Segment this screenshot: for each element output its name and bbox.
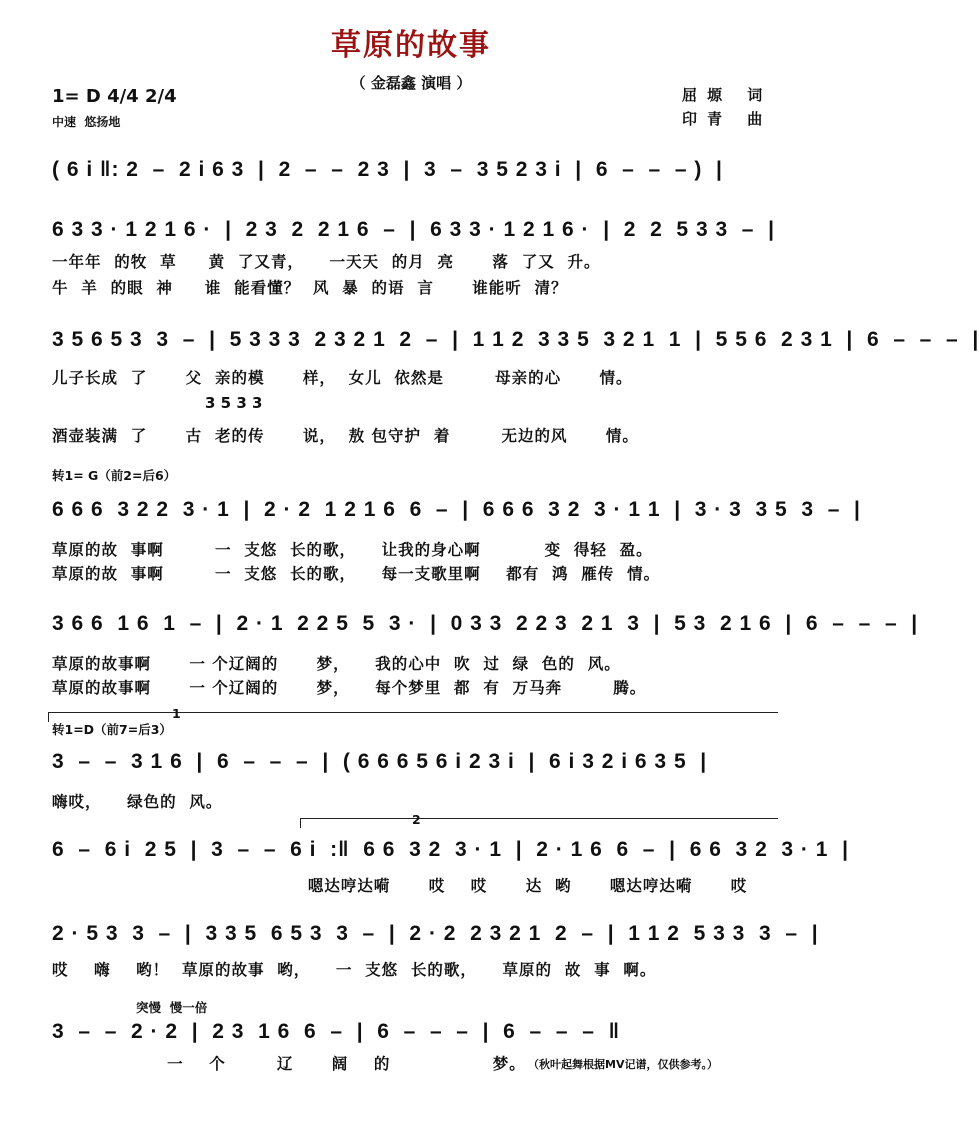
transcription-note: （秋叶起舞根据MV记谱，仅供参考。） bbox=[528, 1058, 718, 1071]
score-line-7: 6 – 6 i 2 5 | 3 – – 6 i :‖ 6 6 3 2 3 · 1 | 2 · 1 6 6 – | 6 6 3 2 3 · 1 | bbox=[52, 838, 849, 861]
score-line-2: 6 3 3 · 1 2 1 6 · | 2 3 2 2 1 6 – | 6 3 3 · 1 2 1 6 · | 2 2 5 3 3 – | bbox=[52, 218, 776, 241]
lyric-line-4b: 草原的故 事啊 一 支悠 长的歌， 每一支歌里啊 都有 鸿 雁传 情。 bbox=[52, 565, 661, 583]
lyric-line-6: 嗨哎， 绿色的 风。 bbox=[52, 793, 223, 811]
volta-bracket-2 bbox=[300, 818, 778, 819]
tempo-change-marking: 突慢 慢一倍 bbox=[136, 1000, 208, 1015]
score-line-5: 3 6 6 1 6 1 – | 2 · 1 2 2 5 5 3 · | 0 3 3 2 2 3 2 1 3 | 5 3 2 1 6 | 6 – – – | bbox=[52, 612, 919, 635]
lyric-line-2a: 一年年 的牧 草 黄 了又青， 一天天 的月 亮 落 了又 升。 bbox=[52, 253, 601, 271]
modulation-marking-2: 转1=D（前7=后3） bbox=[52, 722, 172, 737]
score-line-8: 2 · 5 3 3 – | 3 3 5 6 5 3 3 – | 2 · 2 2 3 2 1 2 – | 1 1 2 5 3 3 3 – | bbox=[52, 922, 819, 945]
lyricist-credit: 屈塬 词 bbox=[682, 86, 773, 104]
composer-credit: 印青 曲 bbox=[682, 110, 773, 128]
lyric-line-5b: 草原的故事啊 一 个辽阔的 梦， 每个梦里 都 有 万马奔 腾。 bbox=[52, 679, 647, 697]
lyric-line-9: 一 个 辽 阔 的 梦。 bbox=[52, 1055, 526, 1073]
singer-credit: （ 金磊鑫 演唱 ） bbox=[350, 74, 472, 92]
volta-number-2: 2 bbox=[412, 812, 421, 827]
lyric-line-2b: 牛 羊 的眼 神 谁 能看懂？ 风 暴 的语 言 谁能听 清？ bbox=[52, 279, 568, 297]
score-line-1: ( 6 i ‖: 2 – 2 i 6 3 | 2 – – 2 3 | 3 – 3 5 2 3 i | 6 – – – ) | bbox=[52, 158, 723, 181]
lyric-line-7: 嗯达哼达嗬 哎 哎 达 哟 嗯达哼达嗬 哎 bbox=[52, 877, 748, 895]
lyric-line-5a: 草原的故事啊 一 个辽阔的 梦， 我的心中 吹 过 绿 色的 风。 bbox=[52, 655, 621, 673]
score-line-3: 3 5 6 5 3 3 – | 5 3 3 3 2 3 2 1 2 – | 1 1 2 3 3 5 3 2 1 1 | 5 5 6 2 3 1 | 6 – – – | bbox=[52, 328, 979, 351]
score-line-6: 3 – – 3 1 6 | 6 – – – | ( 6 6 6 5 6 i 2 3 i | 6 i 3 2 i 6 3 5 | bbox=[52, 750, 708, 773]
volta-number-1: 1 bbox=[172, 706, 181, 721]
score-line-9: 3 – – 2 · 2 | 2 3 1 6 6 – | 6 – – – | 6 – – – ‖ bbox=[52, 1020, 621, 1043]
lyric-line-4a: 草原的故 事啊 一 支悠 长的歌， 让我的身心啊 变 得轻 盈。 bbox=[52, 541, 653, 559]
modulation-marking-1: 转1= G（前2=后6） bbox=[52, 468, 177, 483]
volta-bracket-1-left bbox=[48, 712, 49, 722]
lyric-line-3b: 酒壶装满 了 古 老的传 说， 敖 包守护 着 无边的风 情。 bbox=[52, 427, 639, 445]
volta-bracket-1 bbox=[48, 712, 778, 713]
key-signature: 1= D 4/4 2/4 bbox=[52, 86, 177, 107]
score-line-4: 6 6 6 3 2 2 3 · 1 | 2 · 2 1 2 1 6 6 – | 6 6 6 3 2 3 · 1 1 | 3 · 3 3 5 3 – | bbox=[52, 498, 861, 521]
variant-notes: 3 5 3 3 bbox=[205, 394, 263, 412]
lyric-line-3a: 儿子长成 了 父 亲的模 样， 女儿 依然是 母亲的心 情。 bbox=[52, 369, 633, 387]
page-title: 草原的故事 bbox=[331, 28, 491, 63]
volta-bracket-2-left bbox=[300, 818, 301, 828]
lyric-line-8: 哎 嗨 哟！ 草原的故事 哟， 一 支悠 长的歌， 草原的 故 事 啊。 bbox=[52, 961, 657, 979]
tempo-marking: 中速 悠扬地 bbox=[52, 115, 121, 129]
